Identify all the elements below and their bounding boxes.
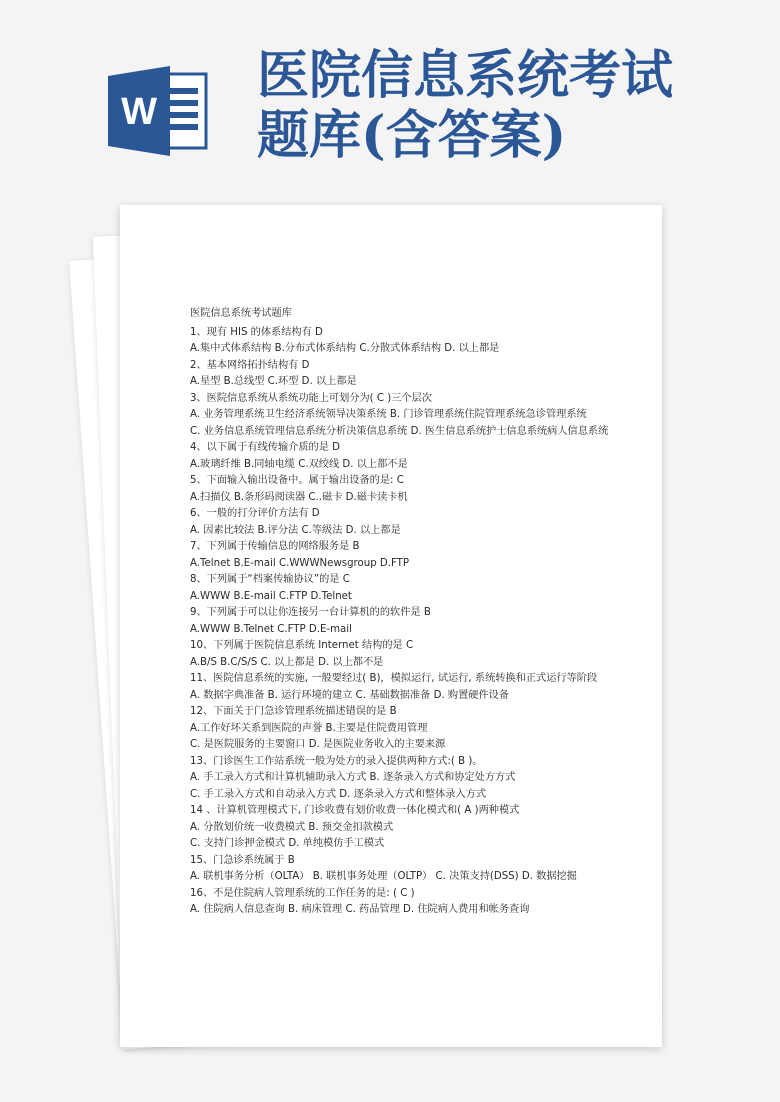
doc-line: 14 、计算机管理模式下, 门诊收费有划价收费一体化模式和( A )两种模式 [190, 805, 520, 816]
doc-line: A.星型 B.总线型 C.环型 D. 以上都是 [190, 376, 357, 387]
doc-line: C. 业务信息系统管理信息系统分析决策信息系统 D. 医生信息系统护士信息系统病人信息系统 [190, 425, 609, 437]
doc-line: C. 是医院服务的主要窗口 D. 是医院业务收入的主要来源 [190, 739, 446, 750]
page-title [257, 46, 673, 166]
doc-line: C. 支持门诊押金模式 D. 单纯模仿手工模式 [190, 838, 385, 849]
doc-line: A.WWW B.Telnet C.FTP D.E-mail [190, 623, 352, 635]
doc-line: 16、不是住院病人管理系统的工作任务的是: ( C ) [190, 887, 415, 899]
doc-line: A.扫描仪 B.条形码阅读器 C..磁卡 D.磁卡读卡机 [190, 491, 408, 503]
doc-line: A.Telnet B.E-mail C.WWWNewsgroup D.FTP [190, 557, 410, 569]
doc-heading: 医院信息系统考试题库 [190, 308, 292, 319]
doc-line: 2、基本网络拓扑结构有 D [190, 359, 310, 371]
word-logo-letter: W [121, 91, 157, 133]
doc-line: 12、下面关于门急诊管理系统描述错误的是 B [190, 706, 397, 717]
doc-line: A. 因素比较法 B.评分法 C.等级法 D. 以上都是 [190, 524, 401, 536]
doc-line: A. 数据字典准备 B. 运行环境的建立 C. 基础数据准备 D. 购置硬件设备 [190, 689, 510, 701]
doc-line: A.玻璃纤维 B.同轴电缆 C.双绞线 D. 以上都不是 [190, 458, 408, 470]
doc-line: 4、以下属于有线传输介质的是 D [190, 442, 341, 453]
doc-line: 13、门诊医生工作站系统一般为处方的录入提供两种方式:( B )。 [190, 755, 483, 767]
word-icon [108, 66, 212, 156]
doc-line: 5、下面输入输出设备中。属于输出设备的是: C [190, 475, 404, 486]
doc-line: A. 业务管理系统卫生经济系统领导决策系统 B. 门诊管理系统住院管理系统急诊管理系统 [190, 409, 587, 420]
document-body [190, 306, 620, 919]
doc-line: A.集中式体系结构 B.分布式体系结构 C.分散式体系结构 D. 以上都是 [190, 343, 500, 354]
doc-line: A. 手工录入方式和计算机辅助录入方式 B. 逐条录入方式和协定处方方式 [190, 772, 516, 783]
doc-line: 3、医院信息系统从系统功能上可划分为( C )三个层次 [190, 392, 432, 404]
doc-line: 7、下列属于传输信息的网络服务是 B [190, 541, 360, 552]
doc-line: A. 联机事务分析（OLTA） B. 联机事务处理（OLTP） C. 决策支持(DSS) D. 数据挖掘 [190, 871, 577, 882]
doc-line: C. 手工录入方式和自动录入方式 D. 逐条录入方式和整体录入方式 [190, 788, 487, 800]
title-line-1: 医院信息系统考试 [257, 45, 674, 106]
doc-line: 6、一般的打分评价方法有 D [190, 508, 320, 519]
doc-line: 11、医院信息系统的实施, 一般要经过( B)，模拟运行, 试运行, 系统转换和正式运行等阶段 [190, 673, 598, 684]
title-line-2: 题库(含答案) [257, 105, 567, 166]
doc-line: 9、下列属于可以让你连接另一台计算机的的软件是 B [190, 607, 431, 618]
doc-line: 10、下列属于医院信息系统 Internet 结构的是 C [190, 640, 414, 651]
doc-line: 15、门急诊系统属于 B [190, 854, 295, 866]
doc-line: 1、现有 HIS 的体系结构有 D [190, 326, 323, 338]
doc-line: A. 住院病人信息查询 B. 病床管理 C. 药品管理 D. 住院病人费用和帐务查询 [190, 904, 530, 915]
doc-line: A.工作好坏关系到医院的声誉 B.主要是住院费用管理 [190, 722, 428, 734]
doc-line: 8、下列属于“档案传输协议”的是 C [190, 574, 350, 585]
doc-line: A.WWW B.E-mail C.FTP D.Telnet [190, 590, 352, 602]
doc-line: A. 分散划价统一收费模式 B. 预交金扣款模式 [190, 821, 394, 833]
doc-line: A.B/S B.C/S/S C. 以上都是 D. 以上都不是 [190, 656, 384, 668]
